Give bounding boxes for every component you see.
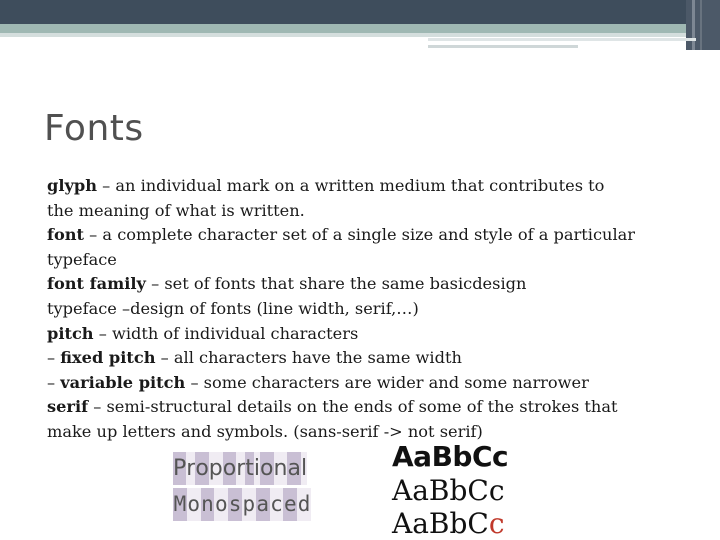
body-line bbox=[47, 420, 687, 445]
proportional-monospaced-figure bbox=[173, 452, 345, 522]
header-edge-bar bbox=[686, 0, 720, 50]
serif-marked-sample bbox=[392, 507, 505, 540]
term: pitch bbox=[47, 323, 94, 343]
line-dash: – bbox=[47, 348, 61, 368]
letter-cell: a bbox=[287, 452, 300, 485]
body-line bbox=[47, 272, 687, 297]
accent-bar-light bbox=[0, 33, 686, 37]
letter-cell: l bbox=[301, 452, 307, 485]
letter-cell: r bbox=[186, 452, 195, 485]
letter-cell: o bbox=[187, 488, 201, 521]
line-dash: – bbox=[47, 372, 61, 392]
letter-cell: o bbox=[260, 452, 273, 485]
body-line bbox=[47, 297, 687, 322]
letter-cell: d bbox=[297, 488, 311, 521]
definition-text: typeface –design of fonts (line width, serif,…) bbox=[47, 298, 419, 318]
accent-bar bbox=[0, 24, 686, 33]
term: font family bbox=[47, 274, 146, 294]
term: fixed pitch bbox=[60, 348, 156, 368]
header-bar bbox=[0, 0, 720, 24]
body-line bbox=[47, 199, 687, 224]
term: glyph bbox=[47, 176, 97, 195]
body-line bbox=[47, 346, 687, 371]
letter-cell: r bbox=[236, 452, 245, 485]
definition-text: the meaning of what is written. bbox=[47, 200, 305, 220]
letter-cell: p bbox=[209, 452, 223, 485]
monospaced-sample bbox=[173, 488, 311, 521]
letter-cell: P bbox=[173, 452, 186, 485]
sans-serif-sample: AaBbCc bbox=[392, 440, 509, 473]
letter-cell: t bbox=[245, 452, 254, 485]
definition-text: – an individual mark on a written medium that contributes to bbox=[96, 176, 605, 195]
letter-cell: p bbox=[242, 488, 256, 521]
definition-text: – width of individual characters bbox=[93, 323, 359, 343]
letter-cell: o bbox=[223, 452, 236, 485]
definition-text: – a complete character set of a single size and style of a particular bbox=[84, 225, 636, 245]
letter-cell: a bbox=[256, 488, 270, 521]
slide-title: Fonts bbox=[44, 108, 144, 149]
letter-cell: o bbox=[195, 452, 208, 485]
body-line bbox=[47, 371, 687, 396]
slide-body bbox=[47, 174, 687, 445]
letter-cell: n bbox=[201, 488, 215, 521]
letter-cell: e bbox=[283, 488, 297, 521]
body-line bbox=[47, 248, 687, 273]
accent-line bbox=[428, 38, 696, 41]
definition-text: – all characters have the same width bbox=[155, 348, 462, 368]
definition-text: make up letters and symbols. (sans-serif -> not serif) bbox=[47, 421, 483, 441]
term: serif bbox=[47, 397, 89, 417]
body-line bbox=[47, 174, 687, 199]
letter-cell: n bbox=[274, 452, 288, 485]
accent-line-short bbox=[428, 45, 578, 48]
body-line bbox=[47, 223, 687, 248]
body-line bbox=[47, 322, 687, 347]
definition-text: – set of fonts that share the same basicdesign bbox=[145, 274, 527, 294]
letter-cell: i bbox=[254, 452, 260, 485]
letter-cell: M bbox=[173, 488, 187, 521]
letter-cell: s bbox=[228, 488, 242, 521]
body-line bbox=[47, 395, 687, 420]
serif-marked-sample-highlight: c bbox=[488, 507, 505, 540]
definition-text: typeface bbox=[47, 249, 117, 269]
serif-sample: AaBbCc bbox=[392, 474, 505, 507]
definition-text: – semi-structural details on the ends of some of the strokes that bbox=[88, 397, 618, 417]
term: variable pitch bbox=[60, 372, 186, 392]
definition-text: – some characters are wider and some narrower bbox=[185, 372, 589, 392]
letter-cell: c bbox=[270, 488, 284, 521]
letter-cell: o bbox=[214, 488, 228, 521]
proportional-sample bbox=[173, 452, 307, 485]
serif-marked-sample-main: AaBbC bbox=[392, 507, 489, 540]
term: font bbox=[47, 225, 85, 245]
